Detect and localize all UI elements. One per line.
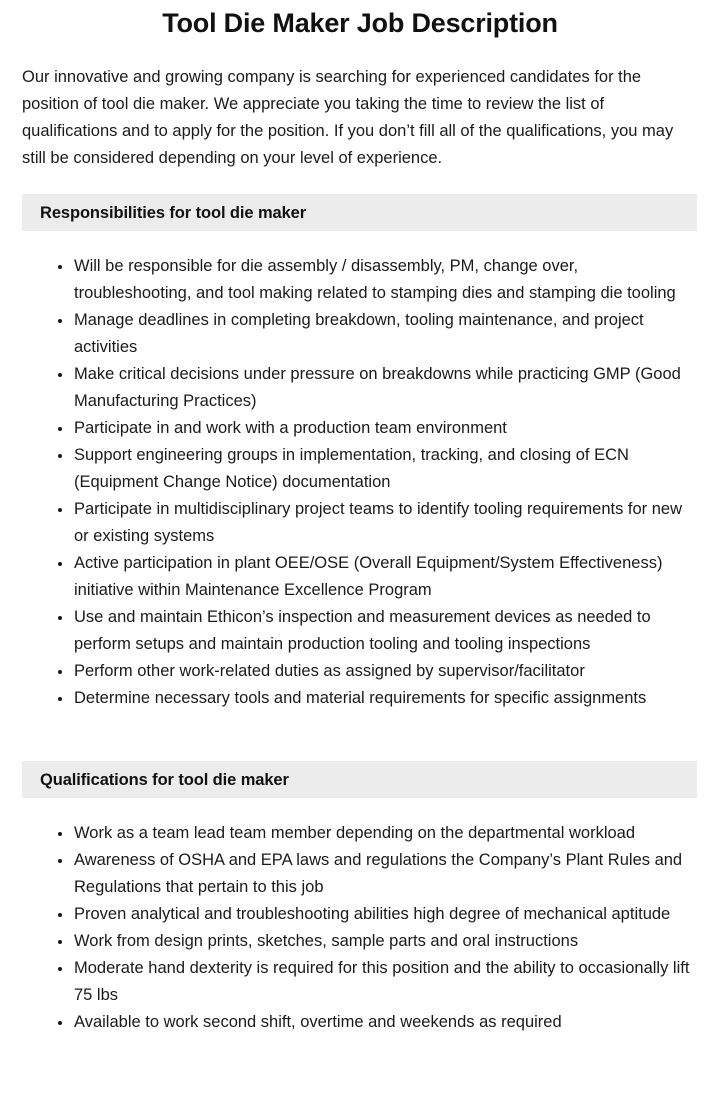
list-item: Moderate hand dexterity is required for this position and the ability to occasionally lift 75 lbs xyxy=(58,955,696,1009)
list-item: Participate in and work with a production team environment xyxy=(58,415,696,442)
page-title: Tool Die Maker Job Description xyxy=(162,8,558,38)
list-item: Manage deadlines in completing breakdown, tooling maintenance, and project activities xyxy=(58,307,696,361)
list-item: Active participation in plant OEE/OSE (Overall Equipment/System Effectiveness) initiative within Maintenance Excellence Program xyxy=(58,550,696,604)
section-heading-label: Qualifications for tool die maker xyxy=(40,770,289,789)
list-item: Proven analytical and troubleshooting abilities high degree of mechanical aptitude xyxy=(58,901,696,928)
list-item: Make critical decisions under pressure on breakdowns while practicing GMP (Good Manufacturing Practices) xyxy=(58,361,696,415)
responsibilities-list xyxy=(0,231,720,712)
list-item: Participate in multidisciplinary project teams to identify tooling requirements for new or existing systems xyxy=(58,496,696,550)
section-qualifications xyxy=(0,761,720,1036)
list-item: Perform other work-related duties as assigned by supervisor/facilitator xyxy=(58,658,696,685)
qualifications-list xyxy=(0,798,720,1036)
list-item: Work as a team lead team member depending on the departmental workload xyxy=(58,820,696,847)
list-item: Use and maintain Ethicon’s inspection and measurement devices as needed to perform setups and maintain production tooling and tooling inspections xyxy=(58,604,696,658)
list-item: Support engineering groups in implementation, tracking, and closing of ECN (Equipment Change Notice) documentation xyxy=(58,442,696,496)
section-responsibilities xyxy=(0,194,720,726)
list-item: Will be responsible for die assembly / disassembly, PM, change over, troubleshooting, and tool making related to stamping dies and stamping die tooling xyxy=(58,253,696,307)
section-header-responsibilities xyxy=(22,194,697,231)
list-item: Work from design prints, sketches, sample parts and oral instructions xyxy=(58,928,696,955)
section-spacer xyxy=(0,712,720,726)
list-item: Available to work second shift, overtime and weekends as required xyxy=(58,1009,696,1036)
section-header-qualifications xyxy=(22,761,697,798)
list-item: Awareness of OSHA and EPA laws and regulations the Company’s Plant Rules and Regulations that pertain to this job xyxy=(58,847,696,901)
list-item: Determine necessary tools and material requirements for specific assignments xyxy=(58,685,696,712)
intro-paragraph: Our innovative and growing company is searching for experienced candidates for the position of tool die maker. We appreciate you taking the time to review the list of qualifications and to apply for the position. If you don’t fill all of the qualifications, you may still be considered depending on your level of experience. xyxy=(22,68,674,167)
section-heading-label: Responsibilities for tool die maker xyxy=(40,203,307,222)
